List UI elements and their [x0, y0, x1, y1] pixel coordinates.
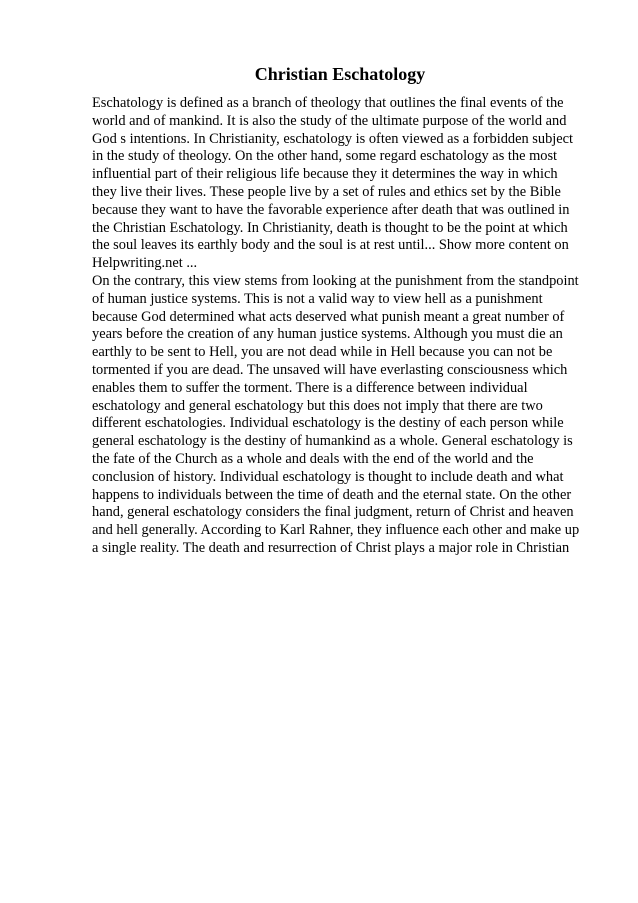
text-line: earthly to be sent to Hell, you are not dead while in Hell because you can not be — [92, 344, 553, 361]
text-line: the fate of the Church as a whole and deals with the end of the world and the — [92, 450, 534, 467]
text-line: conclusion of history. Individual eschatology is thought to include death and what — [92, 468, 564, 485]
text-line: tormented if you are dead. The unsaved will have everlasting consciousness which — [92, 361, 568, 378]
text-line: because God determined what acts deserved what punish meant a great number of — [92, 308, 565, 325]
text-line: the Christian Eschatology. In Christianity, death is thought to be the point at which — [92, 219, 568, 236]
text-line: influential part of their religious life because they it determines the way in which — [92, 166, 558, 183]
text-line: a single reality. The death and resurrection of Christ plays a major role in Christian — [92, 539, 570, 556]
document-title: Christian Eschatology — [254, 64, 426, 84]
text-line: eschatology and general eschatology but this does not imply that there are two — [92, 397, 543, 414]
text-line: On the contrary, this view stems from looking at the punishment from the standpoint — [92, 272, 579, 289]
text-line: Helpwriting.net ... — [92, 255, 198, 272]
text-line: and hell generally. According to Karl Rahner, they influence each other and make up — [92, 522, 580, 539]
text-line: world and of mankind. It is also the study of the ultimate purpose of the world and — [92, 112, 567, 129]
text-line: happens to individuals between the time of death and the eternal state. On the other — [92, 486, 572, 503]
text-line: in the study of theology. On the other hand, some regard eschatology as the most — [92, 148, 558, 165]
paragraph-2 — [92, 273, 592, 558]
text-line: enables them to suffer the torment. There is a difference between individual — [92, 379, 528, 396]
text-line: God s intentions. In Christianity, eschatology is often viewed as a forbidden subject — [92, 130, 574, 147]
text-line: years before the creation of any human justice systems. Although you must die an — [92, 326, 563, 343]
text-line: Eschatology is defined as a branch of theology that outlines the final events of the — [92, 95, 564, 111]
text-line: different eschatologies. Individual eschatology is the destiny of each person while — [92, 415, 564, 432]
text-line: hand, general eschatology considers the final judgment, return of Christ and heaven — [92, 504, 574, 521]
document-body — [92, 95, 592, 558]
text-line: the soul leaves its earthly body and the soul is at rest until... Show more content on — [92, 237, 569, 254]
text-line: general eschatology is the destiny of humankind as a whole. General eschatology is — [92, 433, 573, 450]
text-line: of human justice systems. This is not a valid way to view hell as a punishment — [92, 290, 543, 307]
paragraph-1 — [92, 95, 592, 273]
text-line: because they want to have the favorable experience after death that was outlined in — [92, 201, 570, 218]
text-line: they live their lives. These people live by a set of rules and ethics set by the Bible — [92, 183, 561, 200]
